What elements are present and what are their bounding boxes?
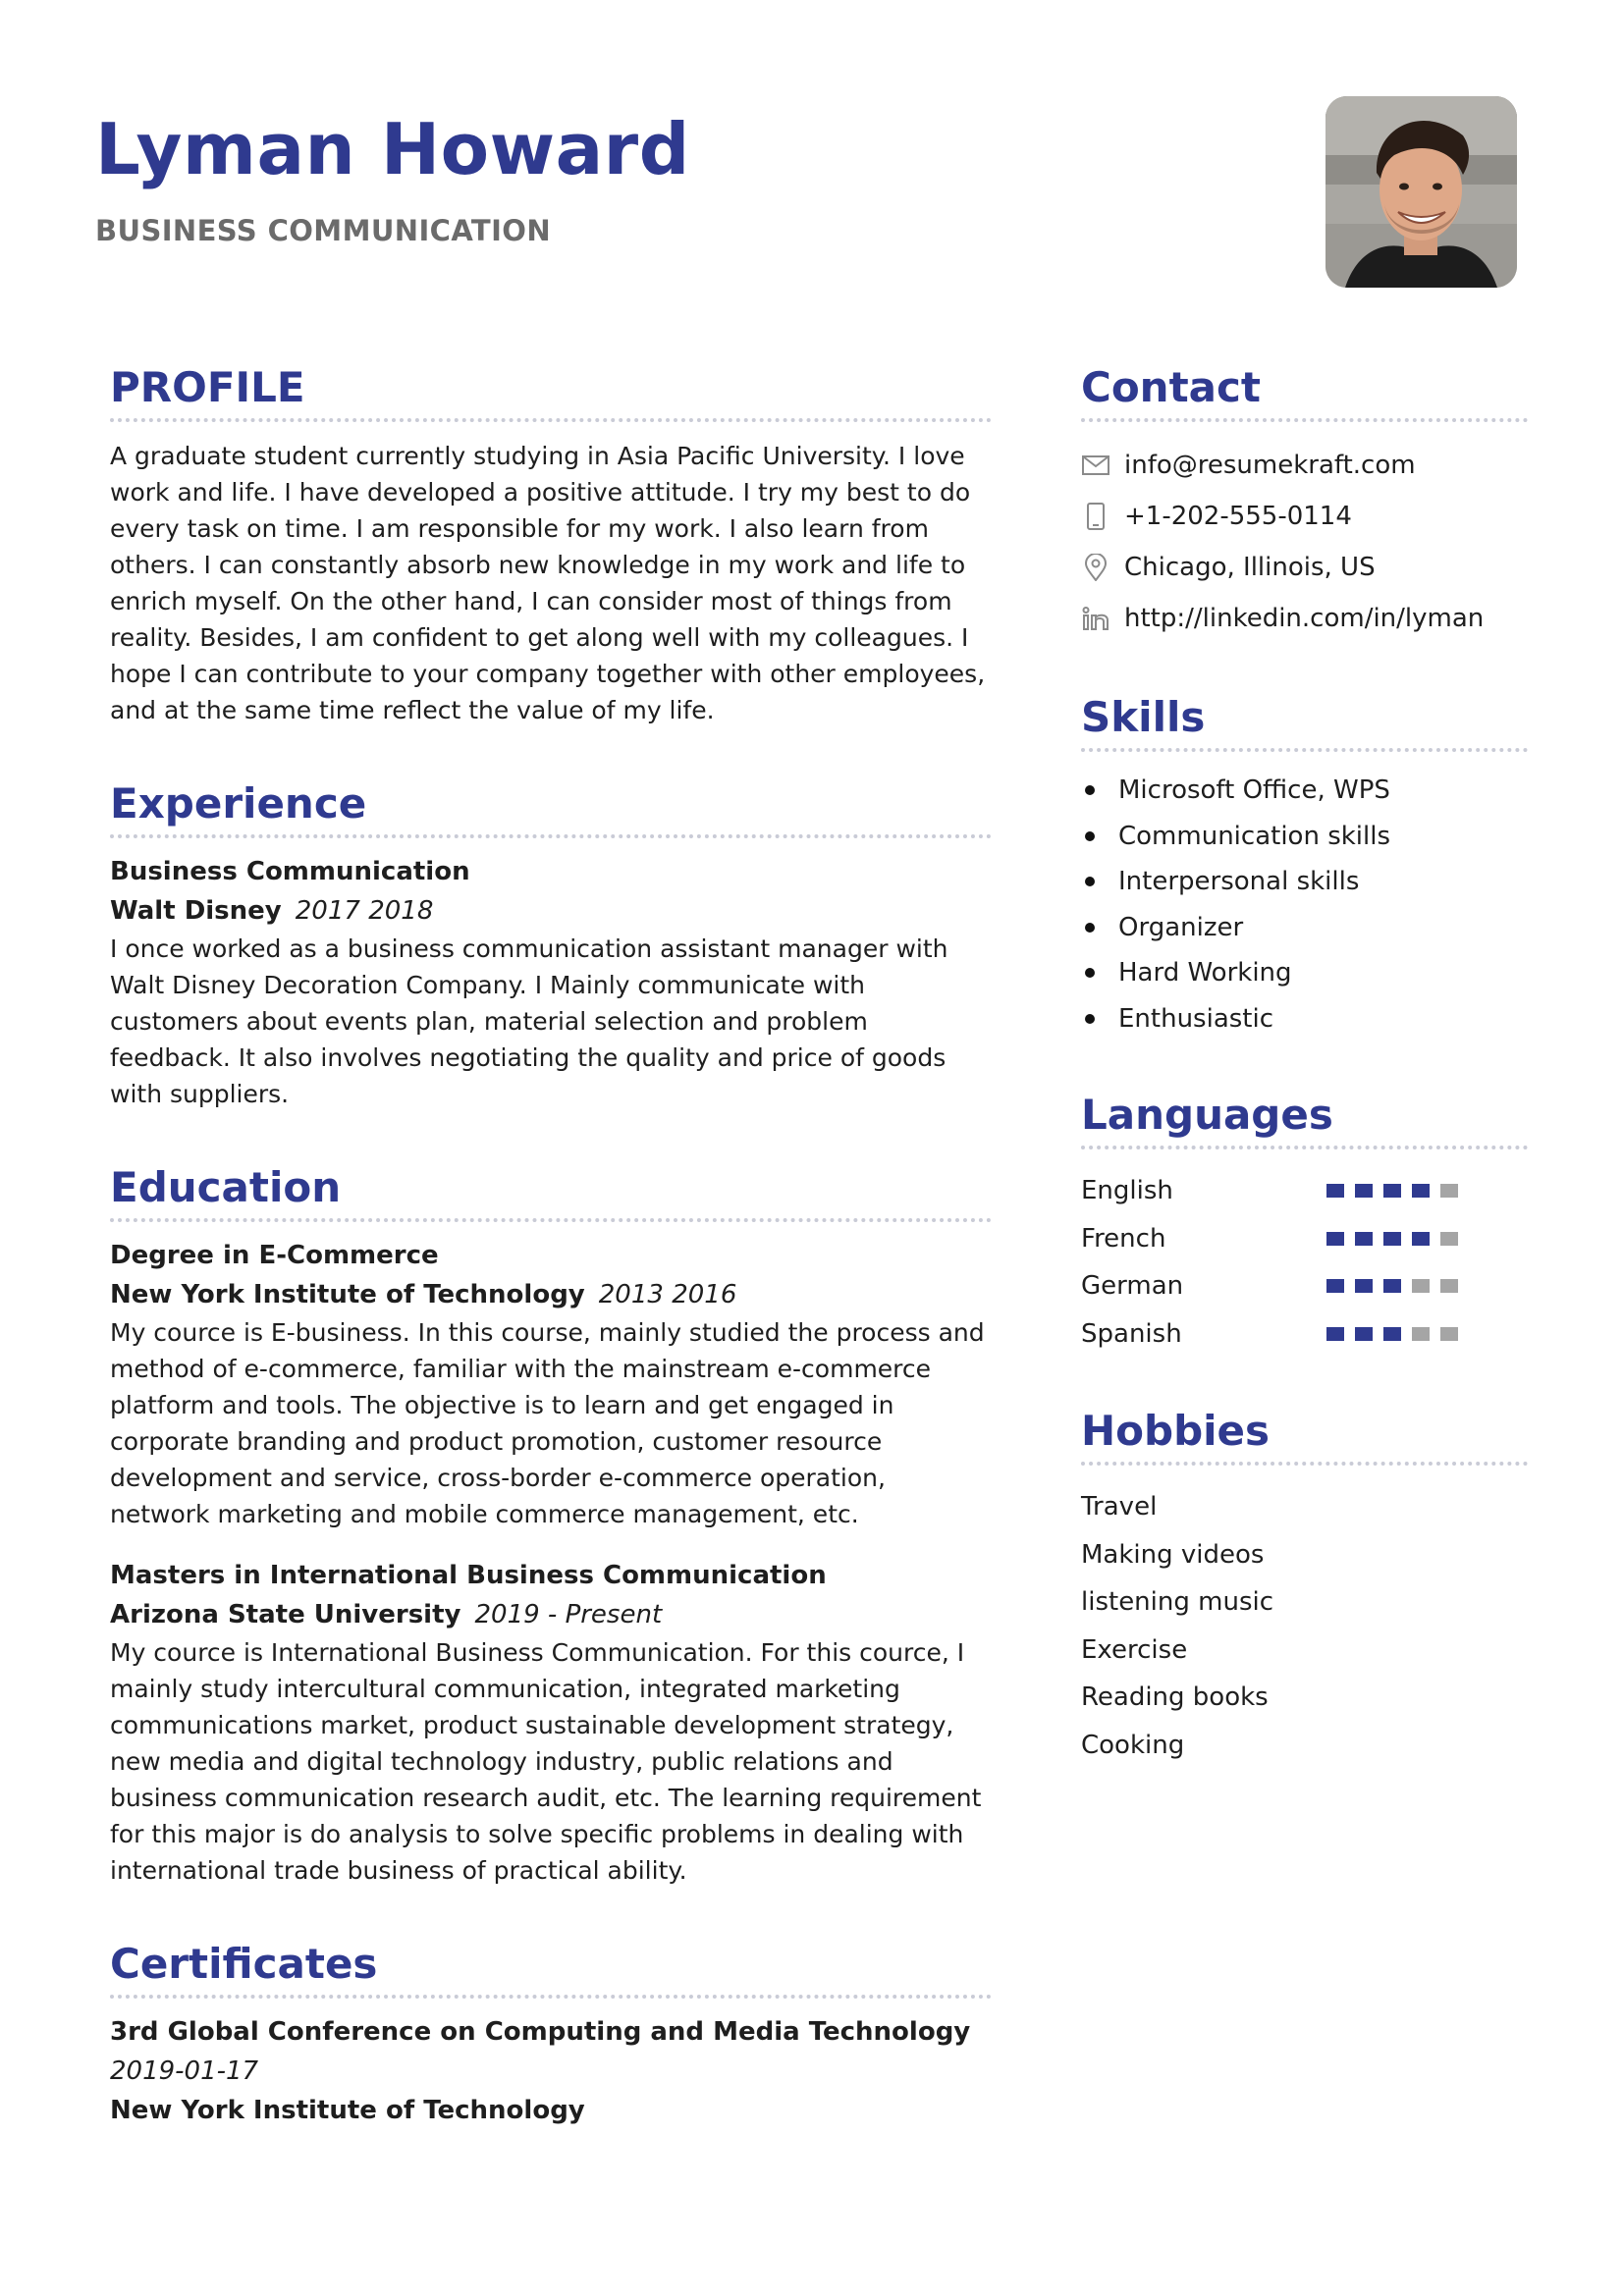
contact-email[interactable] xyxy=(1081,440,1528,491)
experience-company: Walt Disney xyxy=(110,896,282,926)
contact-phone[interactable] xyxy=(1081,491,1528,542)
experience-entry xyxy=(110,852,992,1112)
certificates-heading: Certificates xyxy=(110,1940,992,1999)
contact-location xyxy=(1081,542,1528,593)
education-school: Arizona State University xyxy=(110,1600,461,1629)
bullet-icon xyxy=(1085,877,1095,886)
contact-heading: Contact xyxy=(1081,363,1528,422)
level-square-icon xyxy=(1355,1232,1373,1246)
experience-job-title: Business Communication xyxy=(110,857,470,886)
level-square-icon xyxy=(1326,1232,1344,1246)
education-description: My cource is E-business. In this course, mainly studied the process and method of e-commerce, familiar with the mainstream e-commerce platform and tools. The objective is to learn and get engaged in corporate branding and product promotion, customer resource development and service, cross-border e-commerce operation, network marketing and mobile commerce management, etc. xyxy=(110,1318,985,1528)
certificate-entry xyxy=(110,2012,992,2130)
education-dates: 2013 2016 xyxy=(598,1280,737,1309)
hobbies-list xyxy=(1081,1483,1528,1769)
experience-description: I once worked as a business communication assistant manager with Walt Disney Decoration Company. I Mainly communicate with customers about events plan, material selection and problem feedback. It also involves negotiating the quality and price of goods with suppliers. xyxy=(110,934,948,1108)
certificate-title: 3rd Global Conference on Computing and Media Technology xyxy=(110,2017,971,2047)
language-name: French xyxy=(1081,1223,1166,1254)
skills-section xyxy=(1081,693,1528,1041)
education-entry xyxy=(110,1556,992,1889)
hobby-item: Exercise xyxy=(1081,1634,1188,1665)
skill-label: Hard Working xyxy=(1118,958,1292,988)
bullet-icon xyxy=(1085,831,1095,841)
language-row xyxy=(1081,1310,1528,1359)
profile-text: A graduate student currently studying in Asia Pacific University. I love work and life. I have developed a positive attitude. I try my best to do every task on time. I am responsible for my work. I also learn from others. I can constantly absorb new knowledge in my work and life to enrich myself. On the other hand, I can consider most of things from reality. Besides, I am confident to get along well with my colleagues. I hope I can contribute to your company together with other employees, and at the same time reflect the value of my life. xyxy=(110,442,986,724)
level-square-icon xyxy=(1412,1327,1430,1341)
certificates-section xyxy=(110,1940,992,2130)
language-name: English xyxy=(1081,1176,1173,1206)
skills-list xyxy=(1081,768,1528,1041)
education-degree: Degree in E-Commerce xyxy=(110,1241,439,1270)
contact-section xyxy=(1081,363,1528,644)
main-column xyxy=(110,363,992,2130)
level-square-icon xyxy=(1326,1279,1344,1293)
bullet-icon xyxy=(1085,968,1095,978)
hobbies-section xyxy=(1081,1407,1528,1769)
level-square-icon xyxy=(1440,1327,1458,1341)
level-square-icon xyxy=(1355,1327,1373,1341)
phone-icon xyxy=(1081,502,1110,531)
skill-item xyxy=(1081,996,1528,1042)
hobby-item: Making videos xyxy=(1081,1539,1265,1570)
education-heading: Education xyxy=(110,1163,992,1222)
contact-phone-text[interactable]: +1-202-555-0114 xyxy=(1124,502,1352,531)
resume-name: Lyman Howard xyxy=(95,108,690,190)
language-level-rating xyxy=(1326,1327,1469,1341)
education-school: New York Institute of Technology xyxy=(110,1280,585,1309)
level-square-icon xyxy=(1440,1232,1458,1246)
bullet-icon xyxy=(1085,1014,1095,1024)
level-square-icon xyxy=(1412,1279,1430,1293)
education-meta xyxy=(110,1275,992,1314)
language-row xyxy=(1081,1215,1528,1263)
level-square-icon xyxy=(1355,1279,1373,1293)
education-degree: Masters in International Business Communication xyxy=(110,1561,827,1590)
education-dates: 2019 - Present xyxy=(474,1600,663,1629)
sidebar-column xyxy=(1081,363,1528,1769)
language-row xyxy=(1081,1167,1528,1215)
language-level-rating xyxy=(1326,1279,1469,1293)
experience-dates: 2017 2018 xyxy=(295,896,434,926)
contact-linkedin[interactable] xyxy=(1081,593,1528,644)
skill-item xyxy=(1081,905,1528,951)
level-square-icon xyxy=(1412,1232,1430,1246)
level-square-icon xyxy=(1440,1279,1458,1293)
certificate-issuer: New York Institute of Technology xyxy=(110,2096,585,2125)
level-square-icon xyxy=(1383,1184,1401,1198)
experience-heading: Experience xyxy=(110,779,992,838)
profile-photo xyxy=(1325,96,1517,288)
skills-heading: Skills xyxy=(1081,693,1528,752)
experience-section xyxy=(110,779,992,1112)
languages-heading: Languages xyxy=(1081,1091,1528,1149)
skill-label: Microsoft Office, WPS xyxy=(1118,775,1390,806)
level-square-icon xyxy=(1383,1327,1401,1341)
skill-label: Interpersonal skills xyxy=(1118,867,1360,897)
envelope-icon xyxy=(1081,451,1110,480)
linkedin-icon xyxy=(1081,604,1110,633)
hobbies-heading: Hobbies xyxy=(1081,1407,1528,1466)
skill-item xyxy=(1081,859,1528,905)
experience-meta xyxy=(110,891,992,931)
language-level-rating xyxy=(1326,1232,1469,1246)
contact-list xyxy=(1081,440,1528,644)
map-pin-icon xyxy=(1081,553,1110,582)
education-meta xyxy=(110,1595,992,1634)
language-name: German xyxy=(1081,1271,1184,1302)
skill-label: Communication skills xyxy=(1118,821,1391,851)
profile-heading: PROFILE xyxy=(110,363,992,422)
certificate-date: 2019-01-17 xyxy=(110,2056,259,2086)
level-square-icon xyxy=(1326,1184,1344,1198)
hobby-item: listening music xyxy=(1081,1587,1274,1617)
bullet-icon xyxy=(1085,923,1095,933)
education-entry xyxy=(110,1236,992,1532)
level-square-icon xyxy=(1412,1184,1430,1198)
skill-label: Organizer xyxy=(1118,912,1244,942)
contact-linkedin-text[interactable]: http://linkedin.com/in/lyman xyxy=(1124,604,1485,633)
contact-email-text[interactable]: info@resumekraft.com xyxy=(1124,451,1416,480)
level-square-icon xyxy=(1355,1184,1373,1198)
language-name: Spanish xyxy=(1081,1318,1182,1349)
languages-list xyxy=(1081,1167,1528,1358)
level-square-icon xyxy=(1326,1327,1344,1341)
hobby-item: Travel xyxy=(1081,1492,1158,1522)
bullet-icon xyxy=(1085,785,1095,795)
education-description: My cource is International Business Communication. For this cource, I mainly study intercultural communication, integrated marketing communications market, product sustainable development strategy, new media and digital technology industry, public relations and business communication research audit, etc. The learning requirement for this major is do analysis to solve specific problems in dealing with international trade business of practical ability. xyxy=(110,1638,982,1885)
skill-item xyxy=(1081,768,1528,814)
language-level-rating xyxy=(1326,1184,1469,1198)
profile-section xyxy=(110,363,992,728)
languages-section xyxy=(1081,1091,1528,1358)
level-square-icon xyxy=(1383,1232,1401,1246)
language-row xyxy=(1081,1262,1528,1310)
skill-item xyxy=(1081,950,1528,996)
hobby-item: Cooking xyxy=(1081,1730,1185,1760)
hobby-item: Reading books xyxy=(1081,1682,1269,1712)
level-square-icon xyxy=(1440,1184,1458,1198)
skill-label: Enthusiastic xyxy=(1118,1003,1274,1034)
education-section xyxy=(110,1163,992,1889)
level-square-icon xyxy=(1383,1279,1401,1293)
resume-job-title: BUSINESS COMMUNICATION xyxy=(95,214,552,247)
skill-item xyxy=(1081,814,1528,860)
contact-location-text: Chicago, Illinois, US xyxy=(1124,553,1376,582)
